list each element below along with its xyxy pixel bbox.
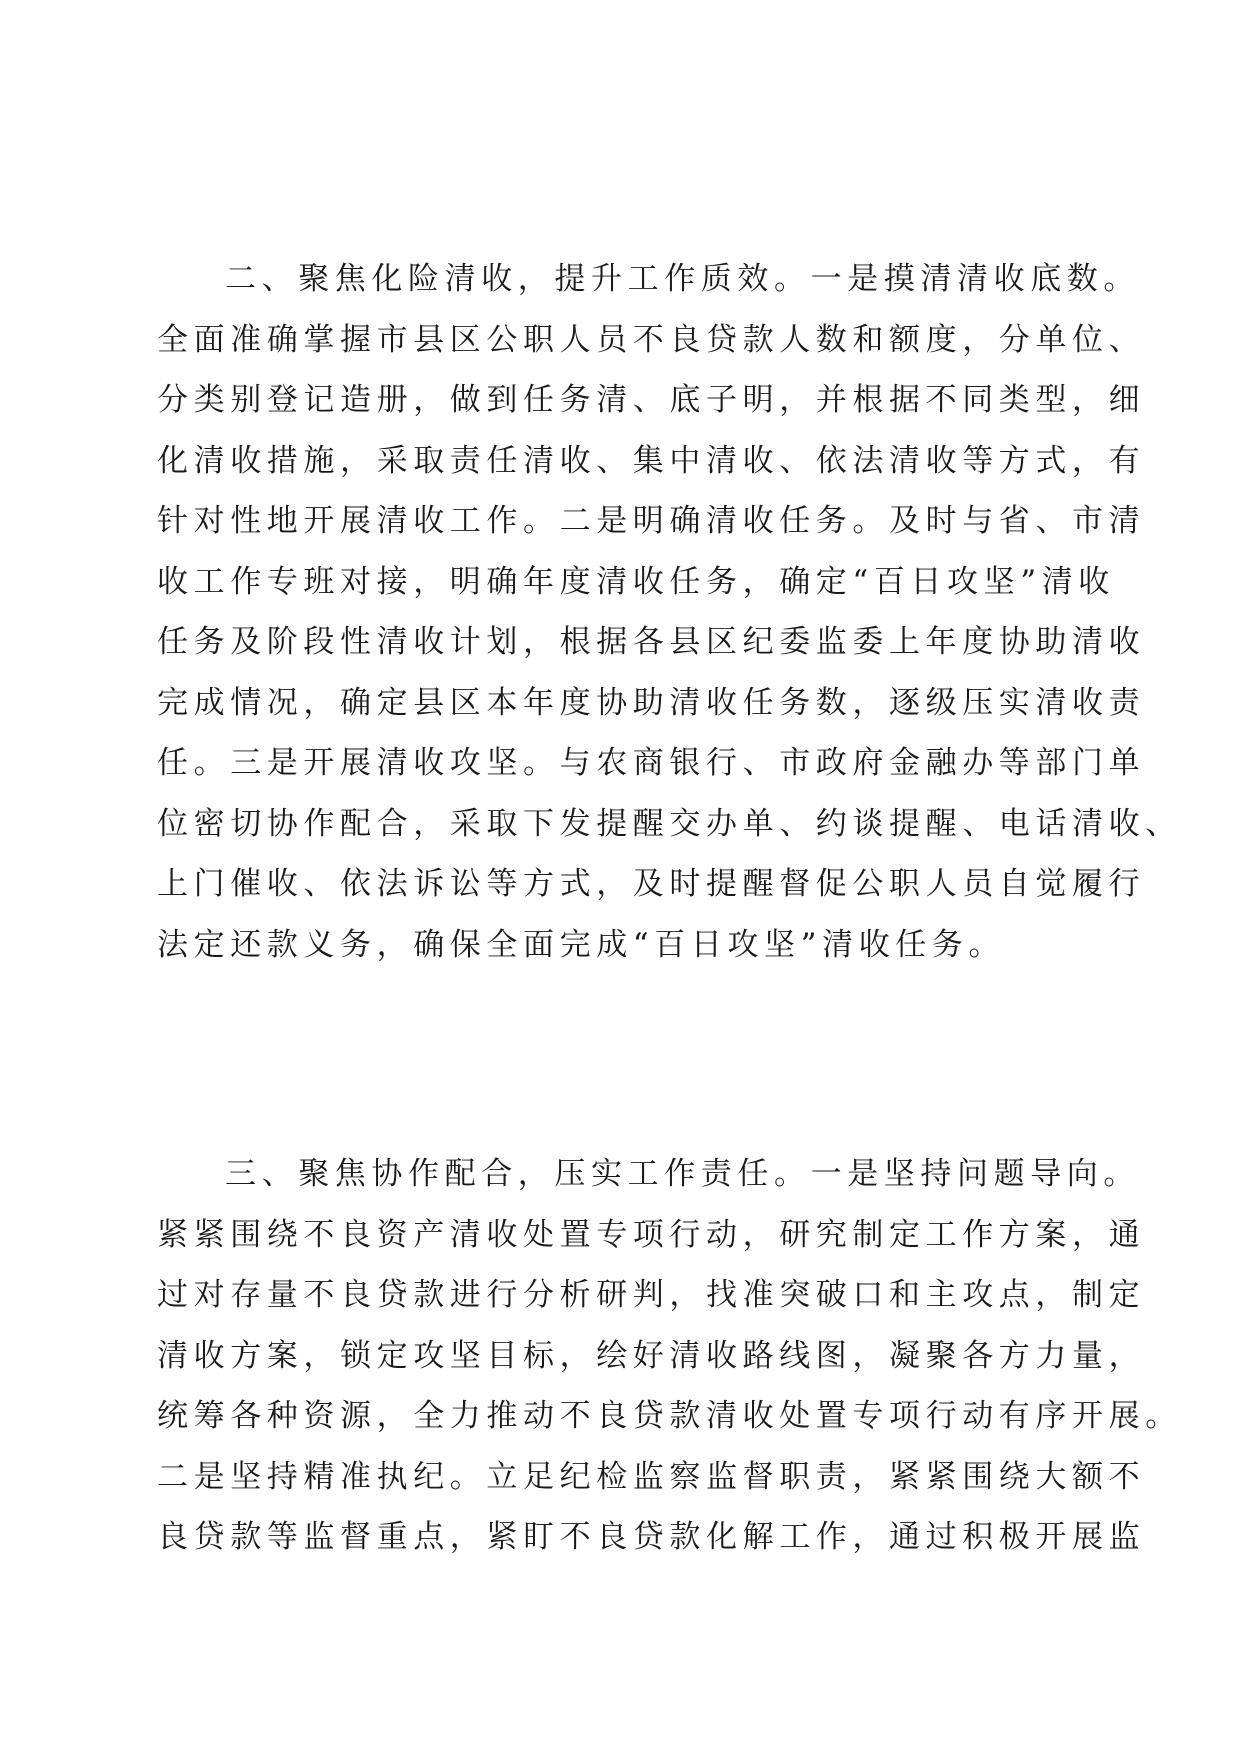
text-line: 清收方案，锁定攻坚目标，绘好清收路线图，凝聚各方力量， <box>157 1337 1146 1374</box>
text-line: 三、聚焦协作配合，压实工作责任。一是坚持问题导向。 <box>225 1156 1140 1192</box>
text-line: 针对性地开展清收工作。二是明确清收任务。及时与省、市清 <box>157 503 1146 539</box>
text-line: 位密切协作配合，采取下发提醒交办单、约谈提醒、电话清收、 <box>157 805 1182 842</box>
text-line: 统筹各种资源，全力推动不良贷款清收处置专项行动有序开展。 <box>157 1398 1182 1434</box>
text-line: 上门催收、依法诉讼等方式，及时提醒督促公职人员自觉履行 <box>157 866 1146 902</box>
paragraph-2 <box>157 1144 1182 1568</box>
text-line: 完成情况，确定县区本年度协助清收任务数，逐级压实清收责 <box>157 684 1146 721</box>
text-line: 紧紧围绕不良资产清收处置专项行动，研究制定工作方案，通 <box>157 1216 1146 1253</box>
text-line: 任。三是开展清收攻坚。与农商银行、市政府金融办等部门单 <box>157 745 1146 781</box>
text-line: 良贷款等监督重点，紧盯不良贷款化解工作，通过积极开展监 <box>157 1519 1146 1555</box>
paragraph-1 <box>157 249 1182 975</box>
text-line: 化清收措施，采取责任清收、集中清收、依法清收等方式，有 <box>157 442 1146 479</box>
text-line: 任务及阶段性清收计划，根据各县区纪委监委上年度协助清收 <box>157 624 1146 660</box>
text-line: 收工作专班对接，明确年度清收任务，确定“百日攻坚”清收 <box>157 563 1115 600</box>
text-line: 分类别登记造册，做到任务清、底子明，并根据不同类型，细 <box>157 382 1146 418</box>
text-line: 二是坚持精准执纪。立足纪检监察监督职责，紧紧围绕大额不 <box>157 1458 1146 1495</box>
text-line: 二、聚焦化险清收，提升工作质效。一是摸清清收底数。 <box>225 261 1140 297</box>
text-line: 法定还款义务，确保全面完成“百日攻坚”清收任务。 <box>157 926 1006 963</box>
text-line: 过对存量不良贷款进行分析研判，找准突破口和主攻点，制定 <box>157 1277 1146 1313</box>
text-line: 全面准确掌握市县区公职人员不良贷款人数和额度，分单位、 <box>157 321 1146 358</box>
